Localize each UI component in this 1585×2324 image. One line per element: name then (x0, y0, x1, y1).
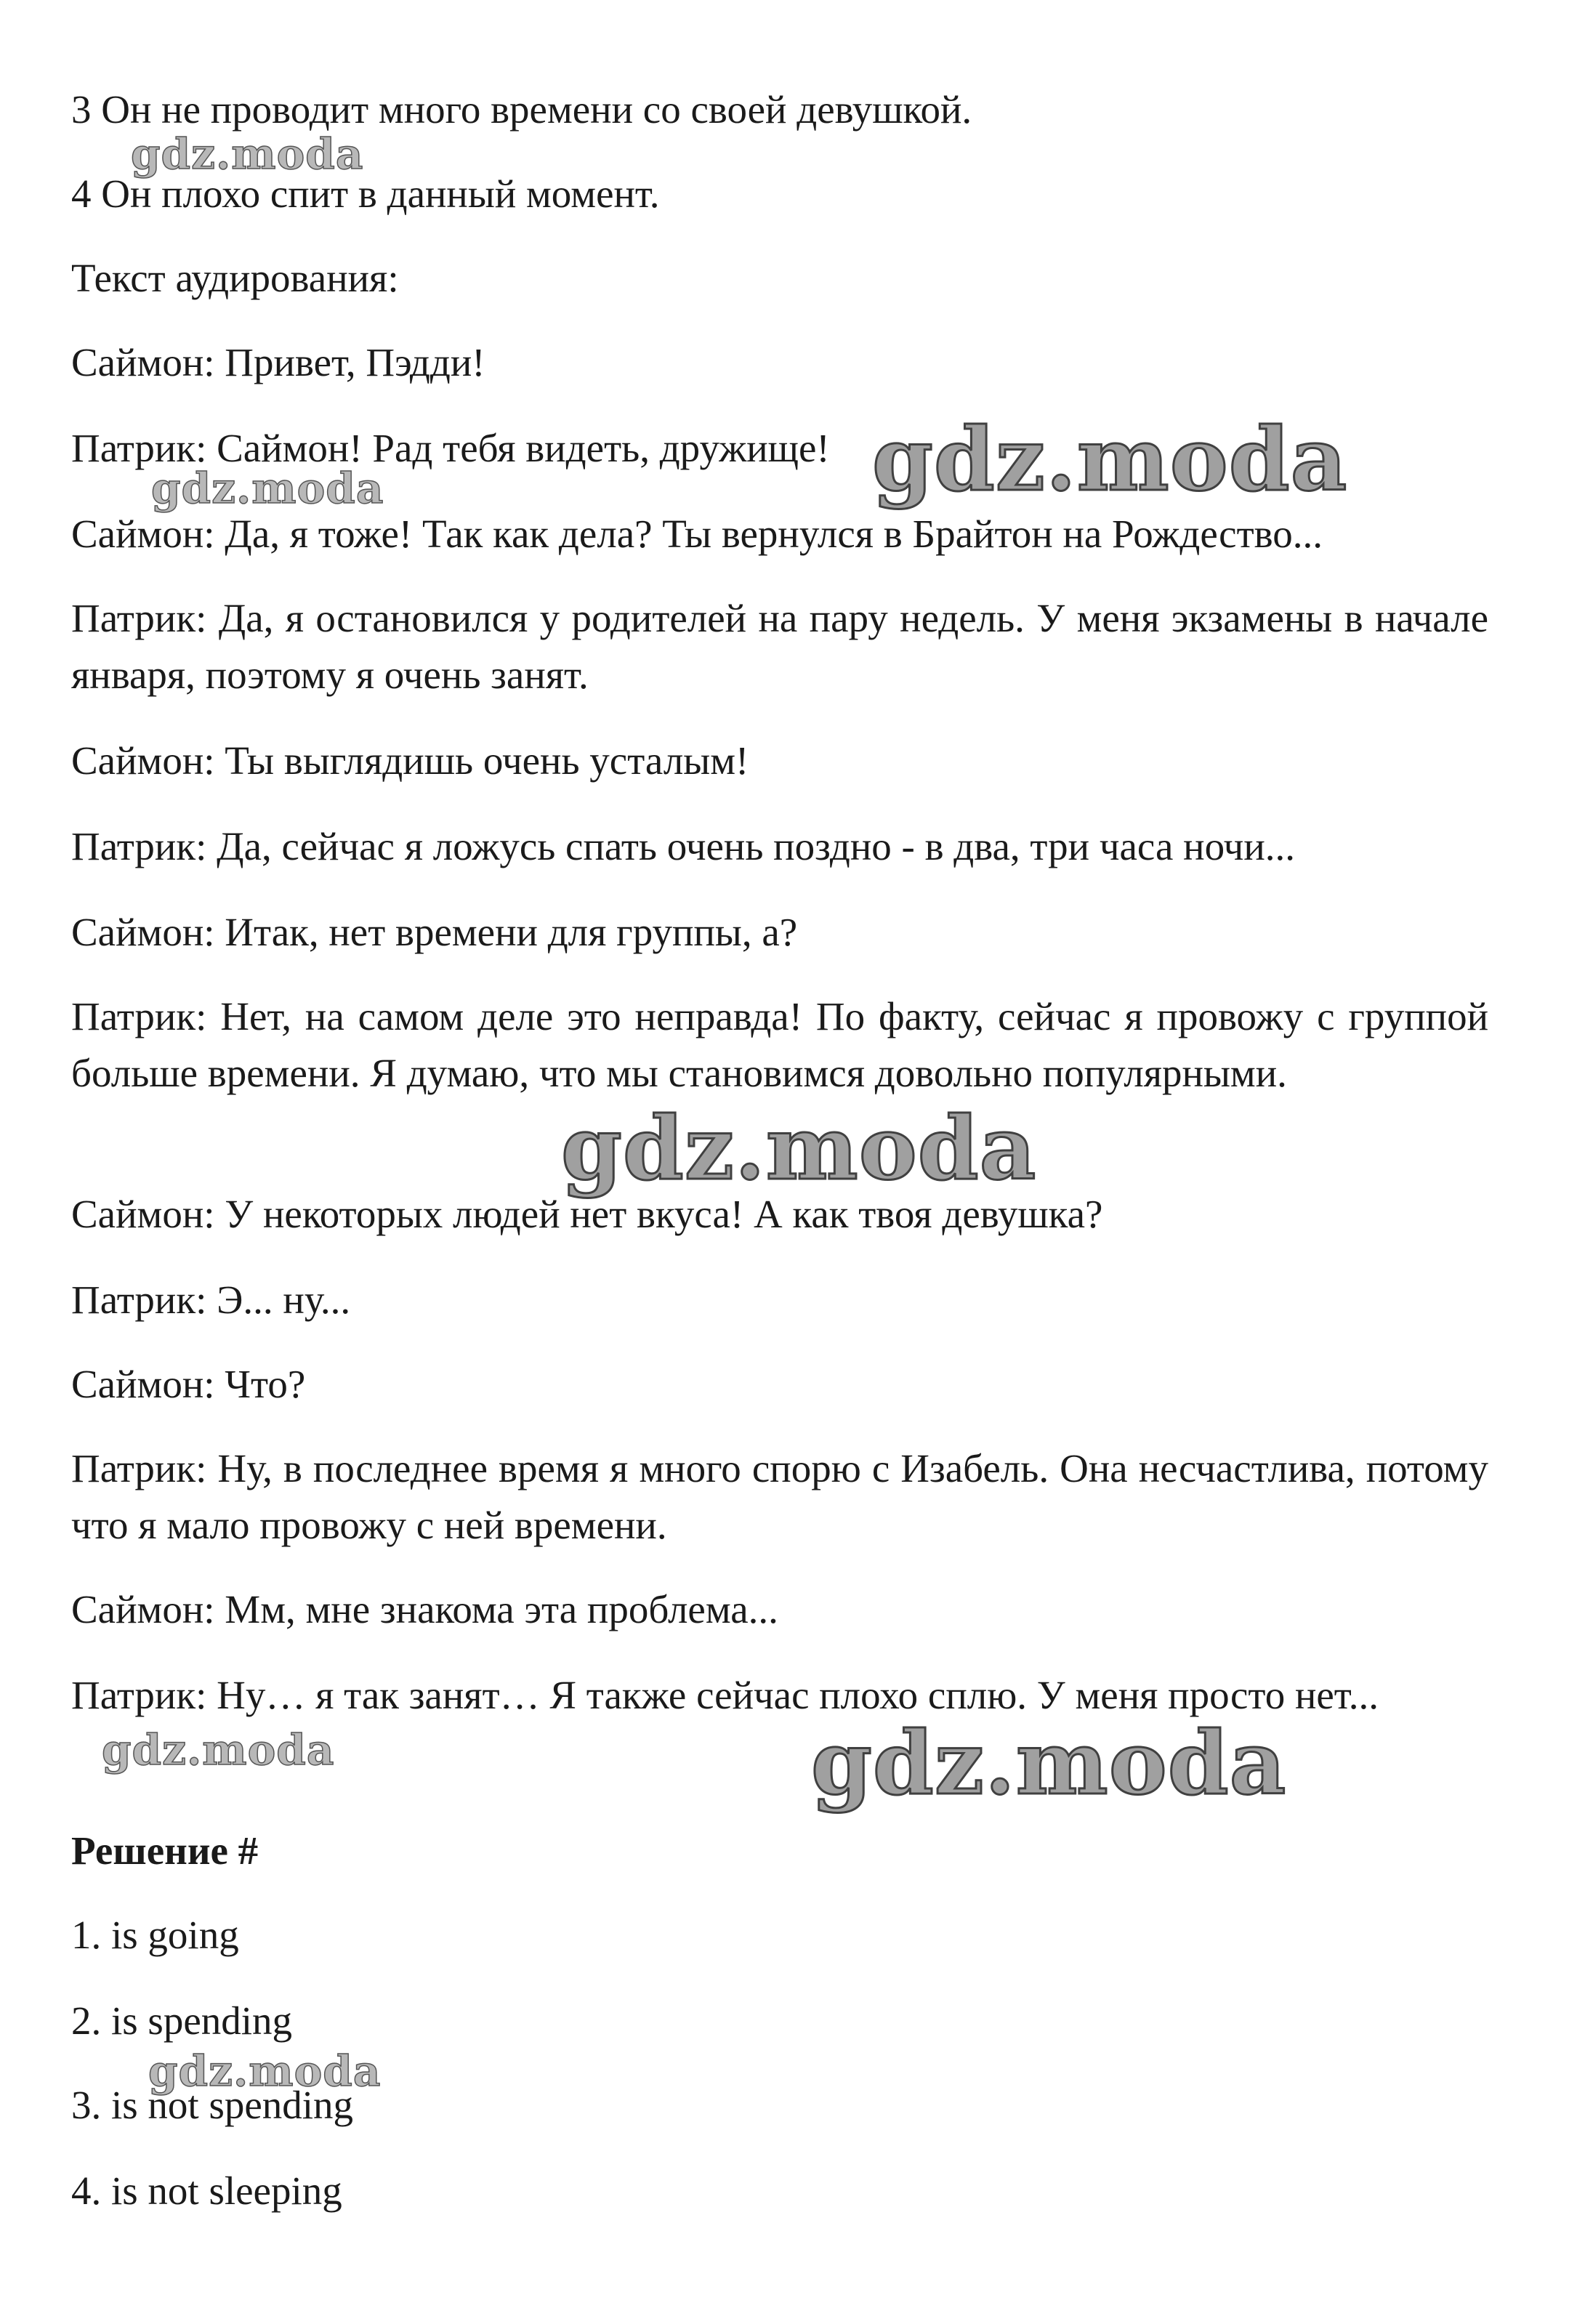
answer-item: 2. is spending (71, 1998, 293, 2043)
dialogue-line: Патрик: Да, я остановился у родителей на пару недель. У меня экзамены в начале января, поэтому я очень занят. (71, 596, 1488, 697)
dialogue-line: Саймон: Что? (71, 1362, 306, 1406)
answer-item: 1. is going (71, 1913, 239, 1957)
dialogue-line: Патрик: Ну… я так занят… Я также сейчас плохо сплю. У меня просто нет... (71, 1673, 1379, 1717)
dialogue-line: Патрик: Ну, в последнее время я много спорю с Изабель. Она несчастлива, потому что я мало провожу с ней времени. (71, 1446, 1488, 1547)
dialogue-line: Патрик: Да, сейчас я ложусь спать очень поздно - в два, три часа ночи... (71, 824, 1295, 868)
watermark: gdz.moda (102, 1725, 335, 1775)
watermark: gdz.moda (131, 129, 364, 179)
dialogue-line: Саймон: Ты выглядишь очень усталым! (71, 738, 749, 783)
dialogue-line: Патрик: Саймон! Рад тебя видеть, дружище! (71, 426, 830, 470)
watermark: gdz.moda (151, 464, 384, 513)
watermark: gdz.moda (561, 1097, 1037, 1200)
dialogue-line: Патрик: Нет, на самом деле это неправда! По факту, сейчас я провожу с группой больше времени. Я думаю, что мы становимся довольно популярными. (71, 994, 1488, 1095)
statement-4: 4 Он плохо спит в данный момент. (71, 172, 660, 216)
dialogue-line: Саймон: Да, я тоже! Так как дела? Ты вернулся в Брайтон на Рождество... (71, 512, 1323, 556)
watermark: gdz.moda (872, 408, 1348, 511)
watermark: gdz.moda (811, 1712, 1287, 1815)
dialogue-line: Саймон: Привет, Пэдди! (71, 340, 485, 384)
answer-item: 4. is not sleeping (71, 2168, 342, 2213)
dialogue-line: Саймон: Итак, нет времени для группы, а? (71, 910, 798, 954)
dialogue-line: Саймон: У некоторых людей нет вкуса! А как твоя девушка? (71, 1192, 1103, 1236)
dialogue-line: Патрик: Э... ну... (71, 1278, 351, 1322)
statement-3: 3 Он не проводит много времени со своей девушкой. (71, 87, 972, 132)
solution-heading: Решение # (71, 1828, 259, 1873)
answer-item: 3. is not spending (71, 2083, 354, 2127)
dialogue-line: Саймон: Мм, мне знакома эта проблема... (71, 1587, 778, 1631)
transcript-heading: Текст аудирования: (71, 256, 399, 300)
watermark: gdz.moda (148, 2046, 382, 2096)
